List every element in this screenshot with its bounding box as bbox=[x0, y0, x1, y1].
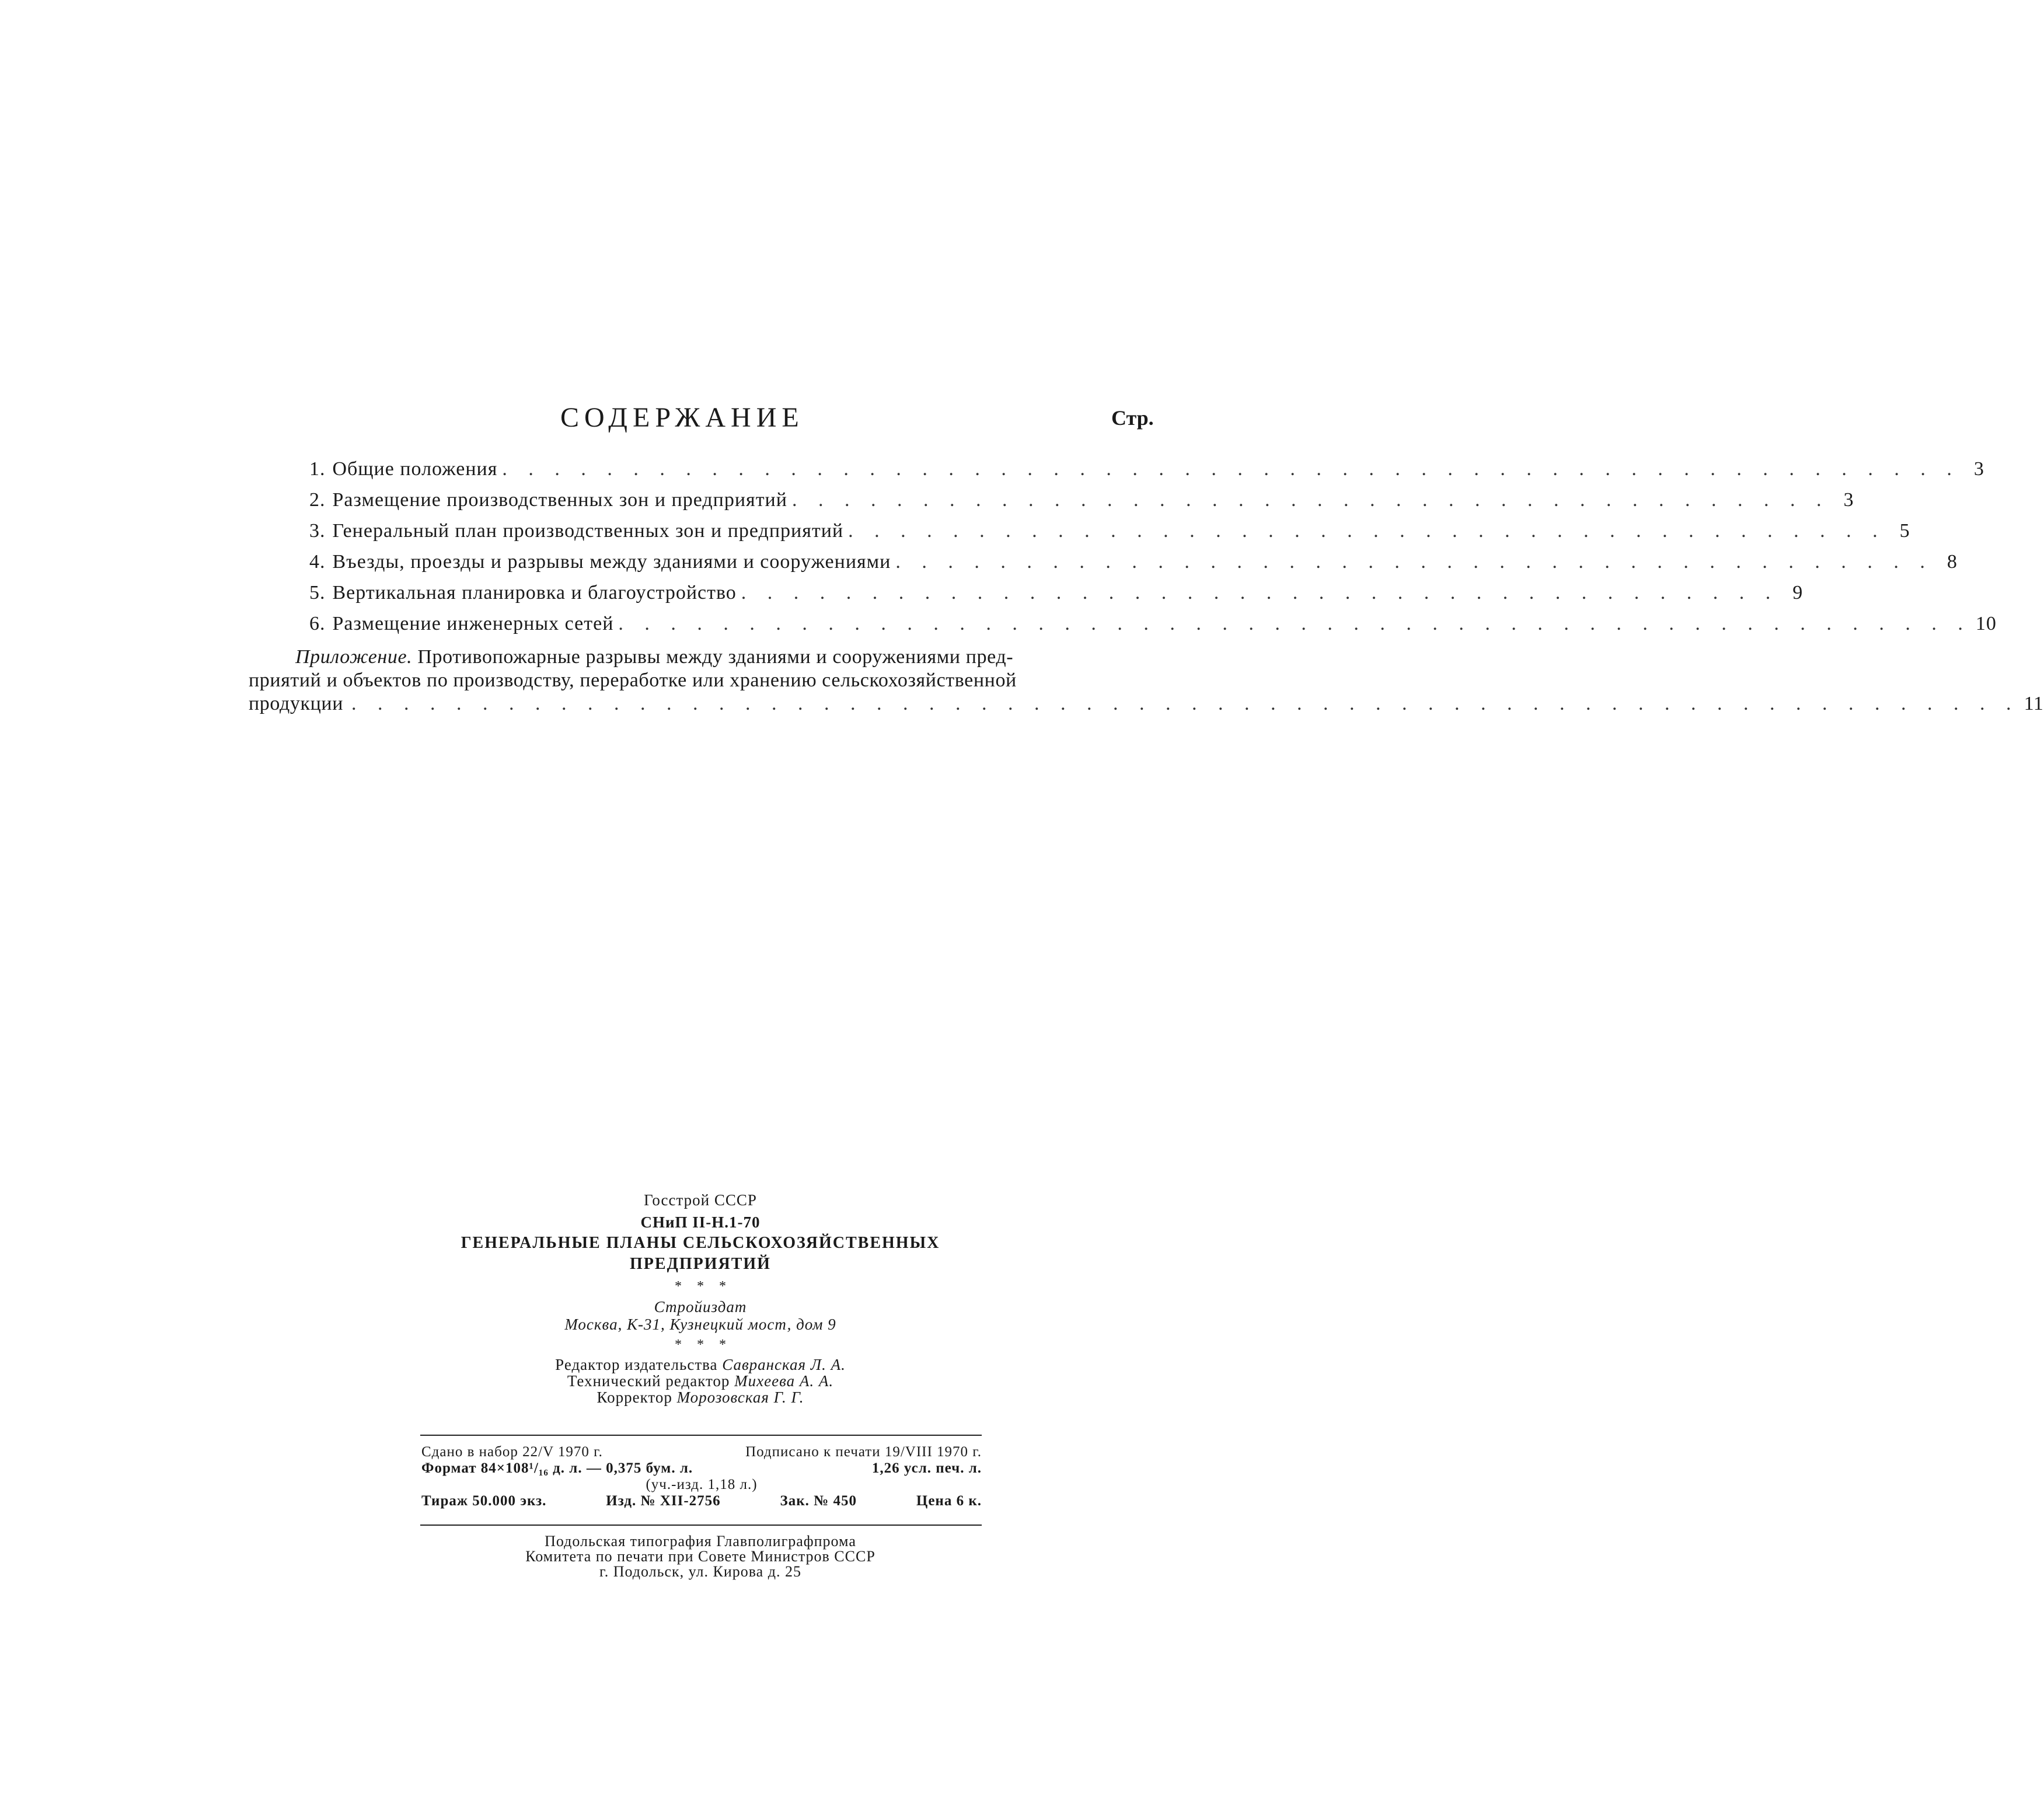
print-data-cell: Подписано к печати 19/VIII 1970 г. bbox=[745, 1444, 982, 1460]
staff-line bbox=[409, 1356, 992, 1373]
appendix-line bbox=[249, 646, 1154, 669]
page-column-header: Стр. bbox=[1111, 406, 1154, 430]
contents-item-entrances[interactable] bbox=[309, 549, 1958, 580]
contents-item-number: 4. bbox=[309, 551, 326, 573]
contents-item-number: 2. bbox=[309, 489, 326, 511]
print-data-row: (уч.-изд. 1,18 л.) bbox=[646, 1477, 758, 1492]
contents-item-text: Размещение производственных зон и предприятий bbox=[332, 489, 787, 511]
colophon bbox=[409, 1188, 992, 1405]
contents-item-appendix[interactable] bbox=[249, 646, 2044, 716]
contents-item-number: 1. bbox=[309, 458, 326, 480]
contents-item-page: 8 bbox=[1947, 551, 1958, 573]
printer-line: г. Подольск, ул. Кирова д. 25 bbox=[599, 1563, 801, 1580]
staff-name: Савранская Л. А. bbox=[722, 1356, 846, 1373]
contents-item-general-provisions[interactable] bbox=[309, 456, 1984, 487]
appendix-text: приятий и объектов по производству, переработке или хранению сельскохозяйственной bbox=[249, 669, 1017, 691]
contents-item-page: 5 bbox=[1899, 520, 1910, 542]
staff-line bbox=[409, 1389, 992, 1405]
contents-title: СОДЕРЖАНИЕ bbox=[560, 402, 804, 433]
contents-item-page: 3 bbox=[1973, 458, 1984, 480]
contents-item-number: 6. bbox=[309, 613, 326, 634]
print-data-cell: Тираж 50.000 экз. bbox=[421, 1493, 547, 1509]
dot-leader: . . . . . . . . . . . . . . . . . . . . . . . . . . . . . . . . . . . . . . . . . . . . . . . . . . . . . . . . bbox=[502, 458, 1960, 480]
contents-item-utility-networks[interactable] bbox=[309, 611, 1997, 642]
dot-leader: . . . . . . . . . . . . . . . . . . . . . . . . . . . . . . . . . . . . . . . . bbox=[848, 520, 1886, 542]
staff-line bbox=[409, 1373, 992, 1389]
contents-item-vertical-planning[interactable] bbox=[309, 580, 1804, 611]
publisher-address: Москва, К-31, Кузнецкий мост, дом 9 bbox=[564, 1316, 836, 1333]
contents-item-page: 10 bbox=[1975, 613, 1997, 634]
dot-leader: . . . . . . . . . . . . . . . . . . . . . . . . . . . . . . . . . . . . . . . . bbox=[895, 551, 1933, 573]
contents-item-text: Генеральный план производственных зон и предприятий bbox=[332, 520, 844, 542]
print-data bbox=[421, 1444, 982, 1509]
contents-item-page: 9 bbox=[1792, 582, 1804, 604]
contents-item-number: 3. bbox=[309, 520, 326, 542]
staff-role: Редактор издательства bbox=[555, 1356, 718, 1373]
divider-rule bbox=[420, 1435, 982, 1436]
appendix-text: Противопожарные разрывы между зданиями и сооружениями пред- bbox=[417, 646, 1014, 668]
print-data-cell: Цена 6 к. bbox=[916, 1493, 982, 1509]
contents-item-number: 5. bbox=[309, 582, 326, 604]
contents-item-page: 11 bbox=[2024, 693, 2044, 714]
contents-list bbox=[309, 456, 1997, 642]
print-data-row bbox=[421, 1493, 982, 1509]
dot-leader: . . . . . . . . . . . . . . . . . . . . . . . . . . . . . . . . . . . . . . . . bbox=[741, 582, 1779, 604]
print-data-cell: Формат 84×108¹/₁₆ д. л. — 0,375 бум. л. bbox=[421, 1460, 693, 1476]
appendix-line bbox=[249, 692, 2044, 716]
print-data-cell: 1,26 усл. печ. л. bbox=[871, 1460, 982, 1476]
staff-role: Технический редактор bbox=[567, 1372, 730, 1390]
dot-leader: . . . . . . . . . . . . . . . . . . . . . . . . . . . . . . . . . . . . . . . . . . . . . . . . . . . . bbox=[618, 613, 1971, 634]
appendix-label: Приложение. bbox=[295, 646, 413, 668]
printer-line: Комитета по печати при Совете Министров СССР bbox=[525, 1548, 875, 1565]
staff-name: Михеева А. А. bbox=[734, 1372, 834, 1390]
staff-role: Корректор bbox=[597, 1389, 672, 1406]
divider-rule bbox=[420, 1525, 982, 1526]
separator-stars: * * * bbox=[675, 1279, 732, 1294]
contents-item-text: Вертикальная планировка и благоустройство bbox=[332, 582, 737, 604]
document-code: СНиП II-Н.1-70 bbox=[640, 1213, 761, 1231]
contents-item-text: Въезды, проезды и разрывы между зданиями и сооружениями bbox=[332, 551, 891, 573]
printer-line: Подольская типография Главполиграфпрома bbox=[545, 1533, 856, 1550]
document-heading: ГЕНЕРАЛЬНЫЕ ПЛАНЫ СЕЛЬСКОХОЗЯЙСТВЕННЫХ bbox=[461, 1234, 940, 1252]
contents-item-page: 3 bbox=[1843, 489, 1854, 511]
contents-item-text: Размещение инженерных сетей bbox=[332, 613, 614, 634]
contents-item-text: Общие положения bbox=[332, 458, 498, 480]
publisher-name: Стройиздат bbox=[654, 1298, 747, 1316]
print-data-row bbox=[421, 1460, 982, 1477]
print-data-cell: Зак. № 450 bbox=[780, 1493, 857, 1509]
contents-item-general-plan[interactable] bbox=[309, 518, 1910, 549]
separator-stars: * * * bbox=[675, 1337, 732, 1352]
staff-name: Морозовская Г. Г. bbox=[676, 1389, 804, 1406]
print-data-cell: Сдано в набор 22/V 1970 г. bbox=[421, 1444, 603, 1460]
dot-leader: . . . . . . . . . . . . . . . . . . . . . . . . . . . . . . . . . . . . . . . . bbox=[791, 489, 1830, 511]
dot-leader: . . . . . . . . . . . . . . . . . . . . . . . . . . . . . . . . . . . . . . . . . . . . . . . . . . . . . . . . . . . . . . . . bbox=[351, 693, 2019, 714]
contents-item-zone-placement[interactable] bbox=[309, 487, 1854, 518]
printer-info bbox=[409, 1534, 992, 1579]
print-data-cell: Изд. № XII-2756 bbox=[606, 1493, 721, 1509]
appendix-text: продукции bbox=[249, 693, 344, 714]
organization: Госстрой СССР bbox=[644, 1191, 757, 1209]
print-data-row bbox=[421, 1444, 982, 1460]
document-heading: ПРЕДПРИЯТИЙ bbox=[630, 1255, 771, 1273]
